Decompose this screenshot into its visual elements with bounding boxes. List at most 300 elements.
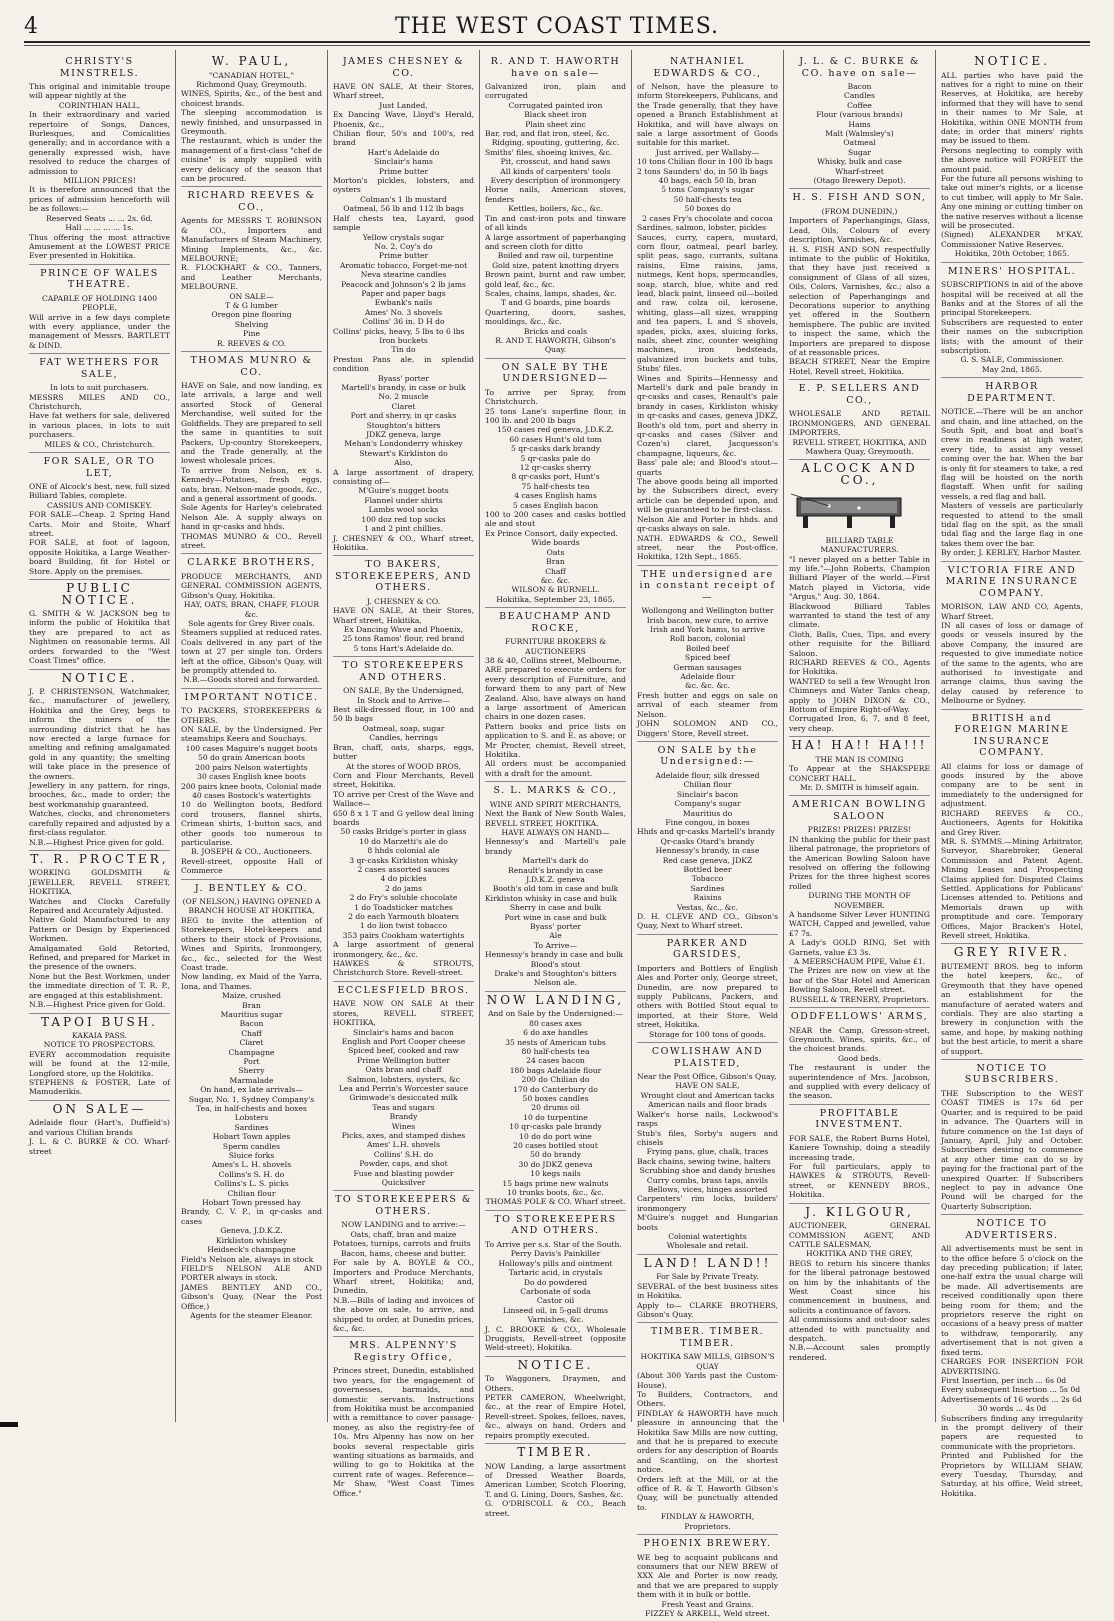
advertisement-line: 1 do lion twist tobacco	[359, 921, 448, 931]
advertisement-line: 100 doz red top socks	[361, 514, 446, 524]
advertisement-line: 2 tons Saunders' do, in 50 lb bags	[637, 166, 768, 176]
advertisement	[941, 1063, 1083, 1215]
column-3	[328, 50, 480, 1498]
advertisement-heading: W. PAUL,	[211, 54, 292, 68]
column-1	[24, 50, 176, 1422]
advertisement-line: 4 do pickles	[380, 874, 427, 884]
advertisement-line: Drake's and Stoughton's bitters	[494, 969, 617, 979]
advertisement	[29, 456, 170, 580]
advertisement	[941, 713, 1083, 945]
advertisement-line: Paper and paper bags	[361, 288, 446, 298]
advertisement-line: Scales, chains, lamps, shades, &c.	[485, 288, 617, 298]
advertisement-line: J. L. & C. BURKE & CO. Wharf-street	[29, 1137, 170, 1156]
advertisement-line: Wollongong and Wellington butter	[641, 606, 774, 616]
advertisement-line: Wide boards	[531, 538, 580, 548]
advertisement	[485, 56, 626, 359]
advertisement-line: Picks, axes, and stamped dishes	[341, 1131, 466, 1141]
advertisement-line: J. C. BROOKE & CO., Wholesale Druggists, Revell-street (opposite Weld-street), Hokitika.	[485, 1324, 626, 1353]
advertisement-line: 20 cases bottled stout	[513, 1141, 598, 1151]
advertisement-line: Champagne	[228, 1047, 275, 1057]
advertisement-line: Ale	[549, 931, 562, 941]
advertisement-line: Vestas, &c., &c.	[676, 902, 739, 912]
advertisement-line: 10 do turpentine	[523, 1112, 588, 1122]
advertisement-line: Oatmeal, soap, sugar	[362, 723, 445, 733]
advertisement-line: PRIZES! PRIZES! PRIZES!	[807, 825, 912, 835]
advertisement-line: Hart's Adelaide do	[367, 147, 440, 157]
advertisement	[29, 670, 170, 851]
advertisement-line: Port	[243, 1056, 260, 1066]
advertisement-line: Ewbank's nails	[374, 298, 433, 308]
advertisement-line: A MEERSCHAUM PIPE, Value £1.	[793, 957, 926, 967]
advertisement-line: A large assortment of general ironmongery, &c., &c.	[333, 940, 474, 959]
advertisement-line: Colonial watertights	[668, 1231, 747, 1241]
advertisement-line: 10 qr-casks pale brandy	[509, 1122, 602, 1132]
advertisement-line: KAKAIA PASS.	[72, 1031, 127, 1040]
advertisement-heading: ODDFELLOWS' ARMS,	[790, 1011, 929, 1023]
advertisement-line: Yellow crystals sugar	[362, 232, 445, 242]
advertisement-line: (Signed) ALEXANDER M'KAY, Commissioner Native Reserves.	[941, 230, 1083, 249]
advertisement-line: All commissions and out-door sales attended to with punctuality and despatch.	[789, 1315, 930, 1344]
advertisement-line: Roll bacon, colonial	[669, 634, 746, 644]
advertisement-line: To Builders, Contractors, and Others.	[637, 1389, 778, 1409]
advertisement-heading: J. L. & C. BURKE & CO. have on sale—	[799, 56, 920, 79]
advertisement-line: Brandy, C. V. P., in qr-casks and cases	[181, 1207, 322, 1226]
advertisement-line: Sugar	[847, 147, 872, 157]
advertisement-line: Carbonate of soda	[520, 1286, 591, 1296]
advertisement-line: Sherry	[238, 1066, 265, 1076]
advertisement-line: N.B.—Bills of lading and invoices of the above on sale, to arrive, and shipped to order, at Dunedin prices, &c., &c.	[333, 1295, 474, 1333]
advertisement-line: CHARGES FOR INSERTION FOR ADVERTISING.	[941, 1357, 1083, 1376]
advertisement-line: Printed and Published for the Proprietors by WILLIAM SHAW, every Tuesday, Thursday, and Saturday, at his office, Weld street, Hokitika.	[941, 1451, 1083, 1498]
advertisement-heading: PARKER AND GARSIDES,	[666, 937, 749, 961]
advertisement-line: (Otago Brewery Depot).	[813, 176, 906, 186]
advertisement-line: Maize, crushed	[222, 991, 281, 1001]
advertisement-line: No. 2, Coy's do	[374, 241, 433, 251]
column-4	[480, 50, 632, 1518]
advertisement-line: 2 cases Fry's chocolate and cocoa	[642, 213, 773, 223]
advertisement	[941, 947, 1083, 1060]
advertisement-line: 50 boxes candles	[522, 1094, 589, 1103]
advertisement-line: Ex Prince Consort, daily expected.	[485, 528, 618, 538]
advertisement-line: TO PACKERS, STOREKEEPERS & OTHERS.	[181, 706, 322, 725]
advertisement-line: First Insertion, per inch ... 6s 0d	[941, 1375, 1067, 1385]
advertisement-line: H. S. FISH AND SON respectfully intimate to the public of Hokitika, that they have just received a consignment of Glass of all sizes, Oils, Colors, Varnishes, &c.; also a selection of Paperhangings and Decorations superior to anything yet offered in the Southern hemisphere. The public are invited to inspect the same, which the Importers are prepared to dispose of at reasonable prices.	[789, 244, 930, 358]
advertisement-line: 200 pairs knee boots, Colonial made	[181, 781, 322, 791]
advertisement-line: Hennessy's brandy, in case	[655, 846, 760, 856]
advertisement-line: TO arrive per Crest of the Wave and Wallace—	[333, 789, 474, 809]
advertisement-line: Bellows, vices, hinges assorted	[647, 1184, 768, 1194]
advertisement-line: Cloth, Balls, Cues, Tips, and every other requisite for the Billiard Saloon.	[789, 629, 930, 658]
advertisement-line: Subscribers are requested to enter their names on the subscription lists; with the amount of their subscription.	[941, 317, 1083, 355]
advertisement-line: Martell's brandy, in case or bulk	[341, 383, 466, 392]
advertisement-line: Blackwood Billiard Tables warranted to stand the test of any climate.	[789, 601, 930, 630]
advertisement-line: 30 do JDKZ geneva	[518, 1159, 593, 1169]
advertisement-heading: HA! HA!! HA!!!	[791, 738, 928, 753]
advertisement	[637, 938, 778, 1043]
advertisement-line: N.B.—Account sales promptly rendered.	[789, 1343, 930, 1362]
advertisement-line: 15 bags prime new walnuts	[502, 1178, 609, 1188]
advertisement-line: Watches and Clocks Carefully Repaired and Accurately Adjusted.	[29, 896, 170, 916]
advertisement-line: Steamers supplied at reduced rates. Coals delivered in any part of the town at 27 per single ton. Orders left at the office, Gibson's Quay, will be promptly attended to.	[181, 628, 322, 675]
advertisement-heading: NOTICE.	[517, 1357, 594, 1372]
advertisement-line: By order, J. KERLEY, Harbor Master.	[941, 548, 1082, 558]
advertisement-heading: R. AND T. HAWORTH have on sale—	[490, 56, 621, 79]
advertisement-line: NOTICE.—There will be an anchor and chain, and line attached, on the South Spit, and boat and boat's crew in readiness at high water, every tide, to assist any vessel coming over the bar. When the bar is only fit for steamers to take, a red flag will be hoisted on the north flagstaff. When unfit for sailing vessels, a red flag and ball.	[941, 407, 1083, 501]
advertisement-line: 25 tons Ramos' flour, red brand	[342, 634, 465, 644]
advertisement-line: Candles	[844, 91, 875, 101]
advertisement-line: 8 qr-casks port, Hunt's	[511, 472, 600, 482]
advertisement-line: Bran, chaff, oats, sharps, eggs, butter	[333, 742, 474, 762]
advertisement-line: JAMES BENTLEY AND CO., Gibson's Quay, (Near the Post Office,)	[181, 1282, 322, 1311]
advertisement-line: WORKING GOLDSMITH & JEWELLER, REVELL STREET, HOKITIKA.	[29, 868, 170, 897]
advertisement-columns	[24, 50, 1094, 1618]
advertisement-line: EVERY accommodation requisite will be found at the 12-mile, Longford store, up the Hokitika.	[29, 1049, 170, 1078]
advertisement-line: Just arrived, per Wallaby—	[655, 147, 760, 157]
advertisement	[637, 1326, 778, 1535]
advertisement	[789, 463, 930, 737]
advertisement-line: Watches, clocks, and chronometers carefully repaired and adjusted by a first-class regulator.	[29, 809, 170, 838]
advertisement-line: HAVE ALWAYS ON HAND—	[501, 827, 610, 837]
masthead-rule-thin	[24, 45, 1090, 46]
advertisement-line: On hand, ex late arrivals—	[200, 1085, 303, 1095]
advertisement	[29, 1014, 170, 1101]
advertisement-line: 50 boxes do	[684, 204, 731, 214]
advertisement-line: JDKZ geneva, large	[366, 430, 441, 440]
advertisement-line: BILLIARD TABLE MANUFACTURERS.	[820, 535, 899, 555]
advertisement-line: Just Landed,	[379, 100, 428, 110]
advertisement-line: HAVE ON SALE,	[675, 1081, 740, 1091]
advertisement-line: And on Sale by the Undersigned:—	[488, 1009, 623, 1019]
advertisement-line: May 2nd, 1865.	[981, 364, 1043, 374]
advertisement-line: Wholesale and retail.	[666, 1241, 749, 1251]
advertisement-line: Horse nails, American stoves, fenders	[485, 185, 626, 204]
advertisement-line: Back chains, sewing twine, halters	[637, 1156, 771, 1166]
advertisement-line: Black sheet iron	[524, 110, 587, 120]
advertisement-line: NATH. EDWARDS & CO., Sewell street, near the Post-office. Hokitika, 12th Sept., 1865.	[637, 533, 778, 562]
advertisement-line: Mawhera Quay, Greymouth.	[805, 446, 914, 456]
advertisement-line: Quicksilver	[381, 1178, 426, 1188]
advertisement-line: G. SMITH & W. JACKSON beg to inform the public of Hokitika that they are prepared to act as Nightmen on reasonable terms. All orders forwarded to the "West Coast Times" office.	[29, 609, 170, 666]
advertisement-line: All advertisements must be sent in to the office before 5 o'clock on the day preceding publication; if later, one-half extra the usual charge will be made. All advertisements are received conditionally upon there being room for them; and the proprietors reserve the right on occasions of a heavy press of matter to withdraw, temporarily, any advertisement that is not given a fixed term.	[941, 1244, 1083, 1357]
advertisement-line: Hokitika, September 23, 1865.	[496, 594, 615, 604]
advertisement-line: Mr. D. SMITH is himself again.	[799, 782, 920, 792]
advertisement-line: THE Subscription to the WEST COAST TIMES is 17s 6d per Quarter, and is required to be paid in advance. The Quarters will in future commence on the 1st days of January, April, July and October. Subscribers desiring to commence at any other time can do so by paying for the fractional part of the unexpired Quarter. If Subscribers neglect to pay in advance One Pound will be charged for the Quarterly Subscription.	[941, 1088, 1083, 1211]
advertisement	[333, 56, 474, 556]
advertisement-heading: JAMES CHESNEY & CO.	[342, 56, 465, 79]
advertisement-line: Malt (Walmsley's)	[825, 129, 894, 139]
advertisement-line: Importers and Bottlers of English Ales and Porter only, George street, Dunedin, are now prepared to supply Publicans, Packers, and others with Bottled Stout equal to imported, at their Store, Weld street, Hokitika.	[637, 963, 778, 1030]
advertisement	[181, 692, 322, 880]
advertisement	[333, 1194, 474, 1337]
advertisement-line: Ridging, spouting, guttering, &c.	[491, 138, 620, 148]
advertisement-line: 200 pairs Nelson watertights	[195, 762, 308, 772]
advertisement-line: 60 cases Hunt's old tom	[509, 434, 602, 444]
advertisement-line: Boiled beef	[685, 643, 730, 653]
advertisement-line: This original and inimitable troupe will appear nightly at the	[29, 82, 170, 101]
advertisement	[485, 1357, 626, 1444]
advertisement-line: Byass' porter	[530, 922, 581, 931]
advertisement-line: Blood's stout	[530, 959, 581, 969]
advertisement-line: Thus offering the most attractive Amusement at the LOWEST PRICE Ever presented in Hokitika.	[29, 232, 170, 261]
advertisement-line: To Waggoners, Draymen, and Others.	[485, 1374, 626, 1393]
advertisement-line: HAVE NOW ON SALE At their stores, REVELL STREET, HOKITIKA,	[333, 999, 474, 1028]
advertisement-line: Ex Dancing Wave and Phoenix,	[343, 625, 464, 635]
advertisement-line: To Appear at the SHAKSPERE CONCERT HALL.	[789, 764, 930, 783]
advertisement-line: Flour (various brands)	[816, 110, 903, 120]
advertisement-line: J. P. CHRISTENSON, Watchmaker, &c., manufacturer of jewellery, Hokitika and the Grey, begs to inform the miners of the surrounding district that he has now erected a large furnace for smelting and refining amalgamated gold in any quantity; the smelting will take place in the presence of the owners.	[29, 687, 170, 781]
advertisement-line: Sperm candles	[222, 1141, 281, 1151]
advertisement-line: Smiths' files, shoeing knives, &c.	[485, 147, 613, 157]
advertisement-line: (About 300 Yards past the Custom-House).	[637, 1371, 778, 1390]
advertisement-line: PRODUCE MERCHANTS, AND GENERAL COMMISSION AGENTS, Gibson's Quay, Hokitika.	[181, 571, 322, 600]
advertisement-line: Castor oil	[536, 1296, 575, 1306]
advertisement-heading: ON SALE—	[52, 1101, 147, 1116]
advertisement-line: Advertisements of 16 words ... 2s 6d	[941, 1394, 1082, 1404]
billiard-table-illustration	[789, 492, 909, 530]
advertisement-line: JOHN SOLOMON AND CO., Diggers' Store, Revell street.	[637, 719, 778, 738]
advertisement-line: BUTEMENT BROS. beg to inform the hotel keepers, &c., of Greymouth that they have opened an establishment for the manufacture of aerated waters and cordials. They are also starting a brewery in conjunction with the same, and hope, by making nothing but the best article, to merit a share of support.	[941, 961, 1083, 1056]
advertisement-line: Linseed oil, in 5-gall drums	[502, 1305, 609, 1315]
advertisement-line: The restaurant is under the superintendence of Mrs. Jacobson, and supplied with every delicacy of the season.	[789, 1063, 930, 1101]
advertisement	[637, 56, 778, 566]
advertisement-line: G. O'DRISCOLL & CO., Beach street.	[485, 1499, 626, 1518]
advertisement-line: To Arrive per s.s. Star of the South.	[485, 1239, 622, 1249]
advertisement-line: CORINTHIAN HALL,	[58, 100, 141, 110]
advertisement-line: In their extraordinary and varied repertoire of Songs, Dances, Burlesques, and Comicalities generally; and in accordance with a generally expressed wish, have resolved to reduce the charges of admission to	[29, 110, 170, 176]
advertisement-line: American nails and floor brads	[648, 1100, 767, 1110]
advertisement-line: FOR SALE—Cheap. 2 Spring Hand Carts. Moir and Stoite, Wharf street.	[29, 510, 170, 539]
advertisement	[789, 383, 930, 460]
advertisement-line: Fine congou, in boxes	[665, 817, 750, 827]
advertisement-line: WINES, Spirits, &c., of the best and choicest brands.	[181, 89, 322, 108]
advertisement-line: 650 8 x 1 T and G yellow deal lining boards	[333, 808, 474, 827]
advertisement-line: MILES & CO., Christchurch.	[44, 439, 155, 449]
advertisement-heading: LAND! LAND!!	[643, 1255, 772, 1270]
column-7	[936, 50, 1088, 1498]
advertisement-line: Prime Wellington butter	[357, 1055, 450, 1065]
advertisement-line: ALL parties who have paid the natives for a right to mine on their Reserves, at Hokitika, are hereby informed that they will have to send in their names to Mr Sale, at Hokitika, within ONE MONTH from date; in order that miners' rights may be issued to them.	[941, 70, 1083, 146]
advertisement-heading: H. S. FISH AND SON,	[792, 192, 927, 204]
advertisement-line: Hennessy's brandy in case and bulk	[485, 950, 624, 960]
advertisement-line: 10 tons Chilian flour in 100 lb bags	[637, 157, 773, 167]
advertisement	[637, 1046, 778, 1255]
advertisement-line: Scrubbing shoe and dandy brushes	[639, 1166, 776, 1176]
advertisement-heading: ON SALE BY THE UNDERSIGNED—	[501, 361, 610, 385]
advertisement-line: Wharf-street	[835, 166, 884, 176]
advertisement-heading: THOMAS MUNRO & CO.	[190, 355, 313, 378]
advertisement	[637, 569, 778, 742]
advertisement-line: Adelaide flour (Hart's, Duffield's) and various Chilian brands	[29, 1118, 170, 1137]
advertisement-line: Preston Pans ale, in splendid condition	[333, 354, 474, 374]
advertisement-line: 150 cases red geneva, J.D.K.Z.	[497, 425, 614, 435]
advertisement-line: Mauritius sugar	[220, 1009, 283, 1019]
advertisement-line: 30 cases English knee boots	[197, 772, 306, 782]
advertisement-line: All claims for loss or damage of goods insured by the above company are to be sent in immediately to the undersigned for adjustment.	[941, 761, 1083, 809]
advertisement-line: Chilian flour	[227, 1188, 276, 1198]
advertisement-line: Bass' pale ale; and Blood's stout—quarts	[637, 458, 778, 477]
advertisement-line: Gold size, patent knotting dryers	[492, 260, 619, 270]
advertisement	[485, 785, 626, 992]
advertisement	[485, 362, 626, 608]
advertisement-line: Peacock and Johnson's 2 lb jams	[341, 279, 466, 289]
advertisement-line: FINDLAY & HAWORTH, Proprietors.	[660, 1512, 755, 1531]
advertisement-line: SEVERAL of the best business sites in Hokitika.	[637, 1281, 778, 1301]
advertisement-heading: TO STOREKEEPERS AND OTHERS.	[494, 1213, 617, 1237]
advertisement-line: 2 do each Yarmouth bloaters	[348, 912, 459, 921]
advertisement-line: PETER CAMERON, Wheelwright, &c., at the rear of Empire Hotel, Revell-street. Spokes, felloes, naves, &c., always on hand. Orders and repairs promptly executed.	[485, 1393, 626, 1440]
advertisement-line: Sole Agents for Harley's celebrated Nelson Ale. A supply always on hand in qr-casks and hhds.	[181, 503, 322, 532]
advertisement-line: Pattern books and price lists on application to S. and E. as above; or Mr Procter, chemist, Revell street, Hokitika.	[485, 721, 626, 759]
advertisement-line: Hall ... ... ... ... 1s.	[65, 223, 134, 233]
advertisement-line: Orders left at the Mill, or at the office of R. & T. Haworth Gibson's Quay, will be punctually attended to.	[637, 1474, 778, 1512]
advertisement-line: MILLION PRICES!	[63, 176, 136, 186]
advertisement-line: 38 & 40, Collins street, Melbourne,	[485, 655, 622, 665]
advertisement-line: STEPHENS & FOSTER, Late of Mamuderikis.	[29, 1078, 170, 1097]
advertisement-heading: FAT WETHERS FOR SALE,	[39, 357, 160, 380]
advertisement-heading: PROFITABLE INVESTMENT.	[815, 1107, 904, 1131]
advertisement-heading: S. L. MARKS & CO.,	[493, 785, 618, 797]
advertisement-line: Port wine in case and bulk	[504, 912, 607, 922]
advertisement-line: Reserved Seats ... ... 2s. 6d.	[46, 213, 153, 223]
advertisement-line: CASSIUS AND COMISKEY.	[47, 500, 152, 510]
advertisement-line: WINE AND SPIRIT MERCHANTS,	[489, 799, 622, 809]
advertisement-heading: J. BENTLEY & CO.	[194, 882, 309, 894]
advertisement-line: Sugar, No. 1, Sydney Company's	[188, 1094, 315, 1104]
advertisement-line: 24 cases bacon	[526, 1056, 585, 1066]
advertisement-line: A large assortment of paperhanging and screen cloth for ditto	[485, 232, 626, 251]
advertisement-line: 4 cases English hams	[514, 491, 597, 501]
advertisement-line: Spiced beef, cooked and raw	[348, 1046, 459, 1056]
advertisement-line: None but the Best Workmen, under the immediate direction of T. R. P., are engaged at this establishment.	[29, 971, 170, 1000]
advertisement-line: Chilian flour, 50's and 100's, red brand	[333, 129, 474, 148]
advertisement-line: Agents for MESSRS T. ROBINSON & CO., Importers and Manufacturers of Steam Machinery, Mining Implements, &c., &c. MELBOURNE;	[181, 216, 322, 263]
advertisement-line: Oatmeal	[843, 138, 876, 148]
advertisement-line: English and Port Cooper cheese	[341, 1036, 466, 1046]
advertisement	[637, 745, 778, 935]
advertisement-line: R. FLOCKHART & CO., Tanners, and Leather Merchants, MELBOURNE.	[181, 263, 322, 292]
advertisement-heading: IMPORTANT NOTICE.	[184, 691, 319, 703]
advertisement-line: Brandy	[389, 1112, 418, 1122]
advertisement-line: 40 cases Bostock's watertights	[192, 790, 311, 800]
advertisement-line: Walker's horse nails, Lockwood's rasps	[637, 1109, 778, 1129]
advertisement-line: Sinclair's bacon	[676, 789, 739, 799]
advertisement-line: Corrugated painted iron	[508, 100, 603, 110]
advertisement-line: Nelson Ale and Porter in hhds. and qr-casks always on sale.	[637, 514, 778, 534]
advertisement-line: Oregon pine flooring	[211, 310, 292, 320]
advertisement-line: Oats, chaff, bran and maize	[350, 1229, 457, 1239]
advertisement-heading: CHRISTY'S MINSTRELS.	[59, 56, 140, 79]
advertisement-line: Adelaide flour, silk dressed	[655, 770, 760, 780]
advertisement-line: Port and sherry, in qr casks	[350, 411, 457, 421]
advertisement	[485, 1447, 626, 1521]
advertisement-line: Kettles, boilers, &c., &c.	[508, 204, 603, 214]
advertisement-line: "I never played on a better Table in my life."—John Roberts, Champion Billiard Player of the world.—First Match played in Victoria, vide "Argus," Aug. 30, 1864.	[789, 554, 930, 602]
advertisement-line: German sausages	[673, 662, 742, 672]
advertisement-line: Agents for the steamer Eleanor.	[190, 1310, 313, 1320]
advertisement-line: 35 nests of American tubs	[505, 1037, 606, 1047]
advertisement-line: 180 bags Adelaide flour	[509, 1065, 602, 1075]
advertisement-line: Hhds and qr-casks Martell's brandy	[637, 827, 775, 837]
advertisement-line: THE MAN IS COMING	[815, 754, 904, 764]
advertisement-line: N.B.—Highest Price given for Gold.	[29, 1000, 166, 1010]
advertisement	[29, 1101, 170, 1159]
advertisement-line: Ames' No. 3 shovels	[364, 307, 443, 317]
advertisement-line: For the future all persons wishing to take out miner's rights, or a license to cut timber, will apply to Mr Sale. Any one mining or cutting timber on the native reserves without a license will be prosecuted.	[941, 173, 1083, 230]
advertisement-line: Carpenters' rim locks, builders' ironmongery	[637, 1194, 778, 1213]
advertisement-line: Bottled beer	[683, 864, 732, 874]
advertisement-line: The restaurant, which is under the management of a first-class "chef de cuisine" is amply supplied with every delicacy of the season that can be procured.	[181, 136, 322, 183]
advertisement	[181, 190, 322, 352]
advertisement-line: "CANADIAN HOTEL,"	[209, 70, 294, 80]
advertisement-heading: PUBLIC NOTICE.	[61, 581, 138, 607]
advertisement-line: To arrive per Spray, from Christchurch.	[485, 387, 626, 407]
advertisement-line: RICHARD REEVES & CO., Agents for Hokitika.	[789, 658, 930, 677]
advertisement-line: 5 tons Company's sugar	[661, 185, 754, 195]
advertisement-heading: RICHARD REEVES & CO.,	[187, 190, 316, 213]
advertisement-line: HAVE ON SALE, At their Stores, Wharf street,	[333, 82, 474, 101]
advertisement-line: Amalgamated Gold Retorted, Refined, and prepared for Market in the presence of the owners.	[29, 943, 170, 972]
advertisement-line: Mehan's Londonderry whiskey	[344, 439, 463, 449]
advertisement-heading: NOTICE TO ADVERTISERS.	[965, 1218, 1059, 1241]
advertisement-line: G. S. SALE, Commissioner.	[960, 355, 1064, 365]
advertisement-line: Prime butter	[378, 251, 429, 261]
advertisement-line: T & G lumber	[225, 301, 278, 311]
advertisement	[485, 1214, 626, 1357]
advertisement	[181, 883, 322, 1324]
advertisement-line: Booth's old tom in case and bulk	[492, 884, 619, 894]
advertisement-line: ON SALE, by the Undersigned. Per steamships Keera and Souchays.	[181, 725, 322, 744]
advertisement-line: 10 do do port wine	[519, 1131, 592, 1141]
advertisement-line: Sole agents for Grey River coals.	[188, 618, 315, 628]
advertisement-line: Now landing, ex Maid of the Yarra, Iona, and Thames.	[181, 972, 322, 991]
advertisement-line: Every subsequent Insertion ... 5s 0d	[941, 1385, 1081, 1395]
advertisement-line: ON SALE, By the Undersigned,	[343, 686, 464, 696]
advertisement-line: 6 do axe handles	[523, 1028, 588, 1038]
advertisement-line: (FROM DUNEDIN,)	[821, 206, 898, 216]
masthead-rule	[24, 41, 1090, 43]
advertisement-line: Morton's pickles, lobsters, and oysters	[333, 176, 474, 195]
advertisement-line: Revell-street, opposite Hall of Commerce	[181, 856, 322, 876]
advertisement-line: In lots to suit purchasers.	[50, 383, 149, 393]
advertisement-line: Aromatic tobacco, Forget-me-not	[339, 260, 468, 270]
advertisement-line: 2 cases assorted sauces	[357, 864, 450, 874]
advertisement-line: Fresh Yeast and Grains.	[661, 1599, 754, 1609]
advertisement-line: Claret	[391, 401, 416, 411]
advertisement-line: Martell's dark do	[522, 856, 589, 866]
advertisement-heading: E. P. SELLERS AND CO.,	[798, 383, 921, 406]
advertisement-line: Neva stearine candles	[360, 270, 447, 280]
advertisement-line: The Prizes are now on view at the bar of the Star Hotel and American Bowling Saloon, Revell street.	[789, 966, 930, 995]
advertisement-line: Tin and cast-iron pots and tinware of all kinds	[485, 213, 626, 233]
advertisement-line: Subscribers finding any irregularity in the prompt delivery of their papers are requested to communicate with the proprietors.	[941, 1413, 1083, 1451]
advertisement-line: 40 bags, each 50 lb, bran	[658, 176, 757, 186]
advertisement-heading: TAPOI BUSH.	[41, 1014, 158, 1029]
advertisement-heading: NOTICE TO SUBSCRIBERS.	[964, 1062, 1060, 1086]
advertisement-line: Adelaide flour	[680, 672, 735, 682]
advertisement-line: For Sale by Private Treaty.	[656, 1272, 759, 1282]
advertisement-line: Claret	[239, 1038, 264, 1048]
advertisement	[181, 355, 322, 554]
advertisement-heading: THE undersigned are in constant receipt of—	[639, 568, 776, 603]
advertisement-line: Bran	[242, 1000, 261, 1010]
advertisement-line: For sale by A. BOYLE & CO., Importers and Produce Merchants, Wharf street, Hokitika; and, Dunedin.	[333, 1258, 474, 1296]
advertisement-line: 5 qr-casks pale do	[520, 453, 591, 463]
advertisement-line: ARE prepared to execute orders for every description of Furniture, and forward them to any part of New Zealand. Also, have always on hand a large assortment of American chairs in one dozen cases.	[485, 665, 626, 722]
advertisement-line: Collins' 36 in. D H do	[362, 317, 445, 327]
advertisement-line: Iron buckets	[379, 335, 428, 345]
advertisement-line: Hobart Town apples	[212, 1132, 291, 1142]
advertisement	[941, 381, 1083, 562]
